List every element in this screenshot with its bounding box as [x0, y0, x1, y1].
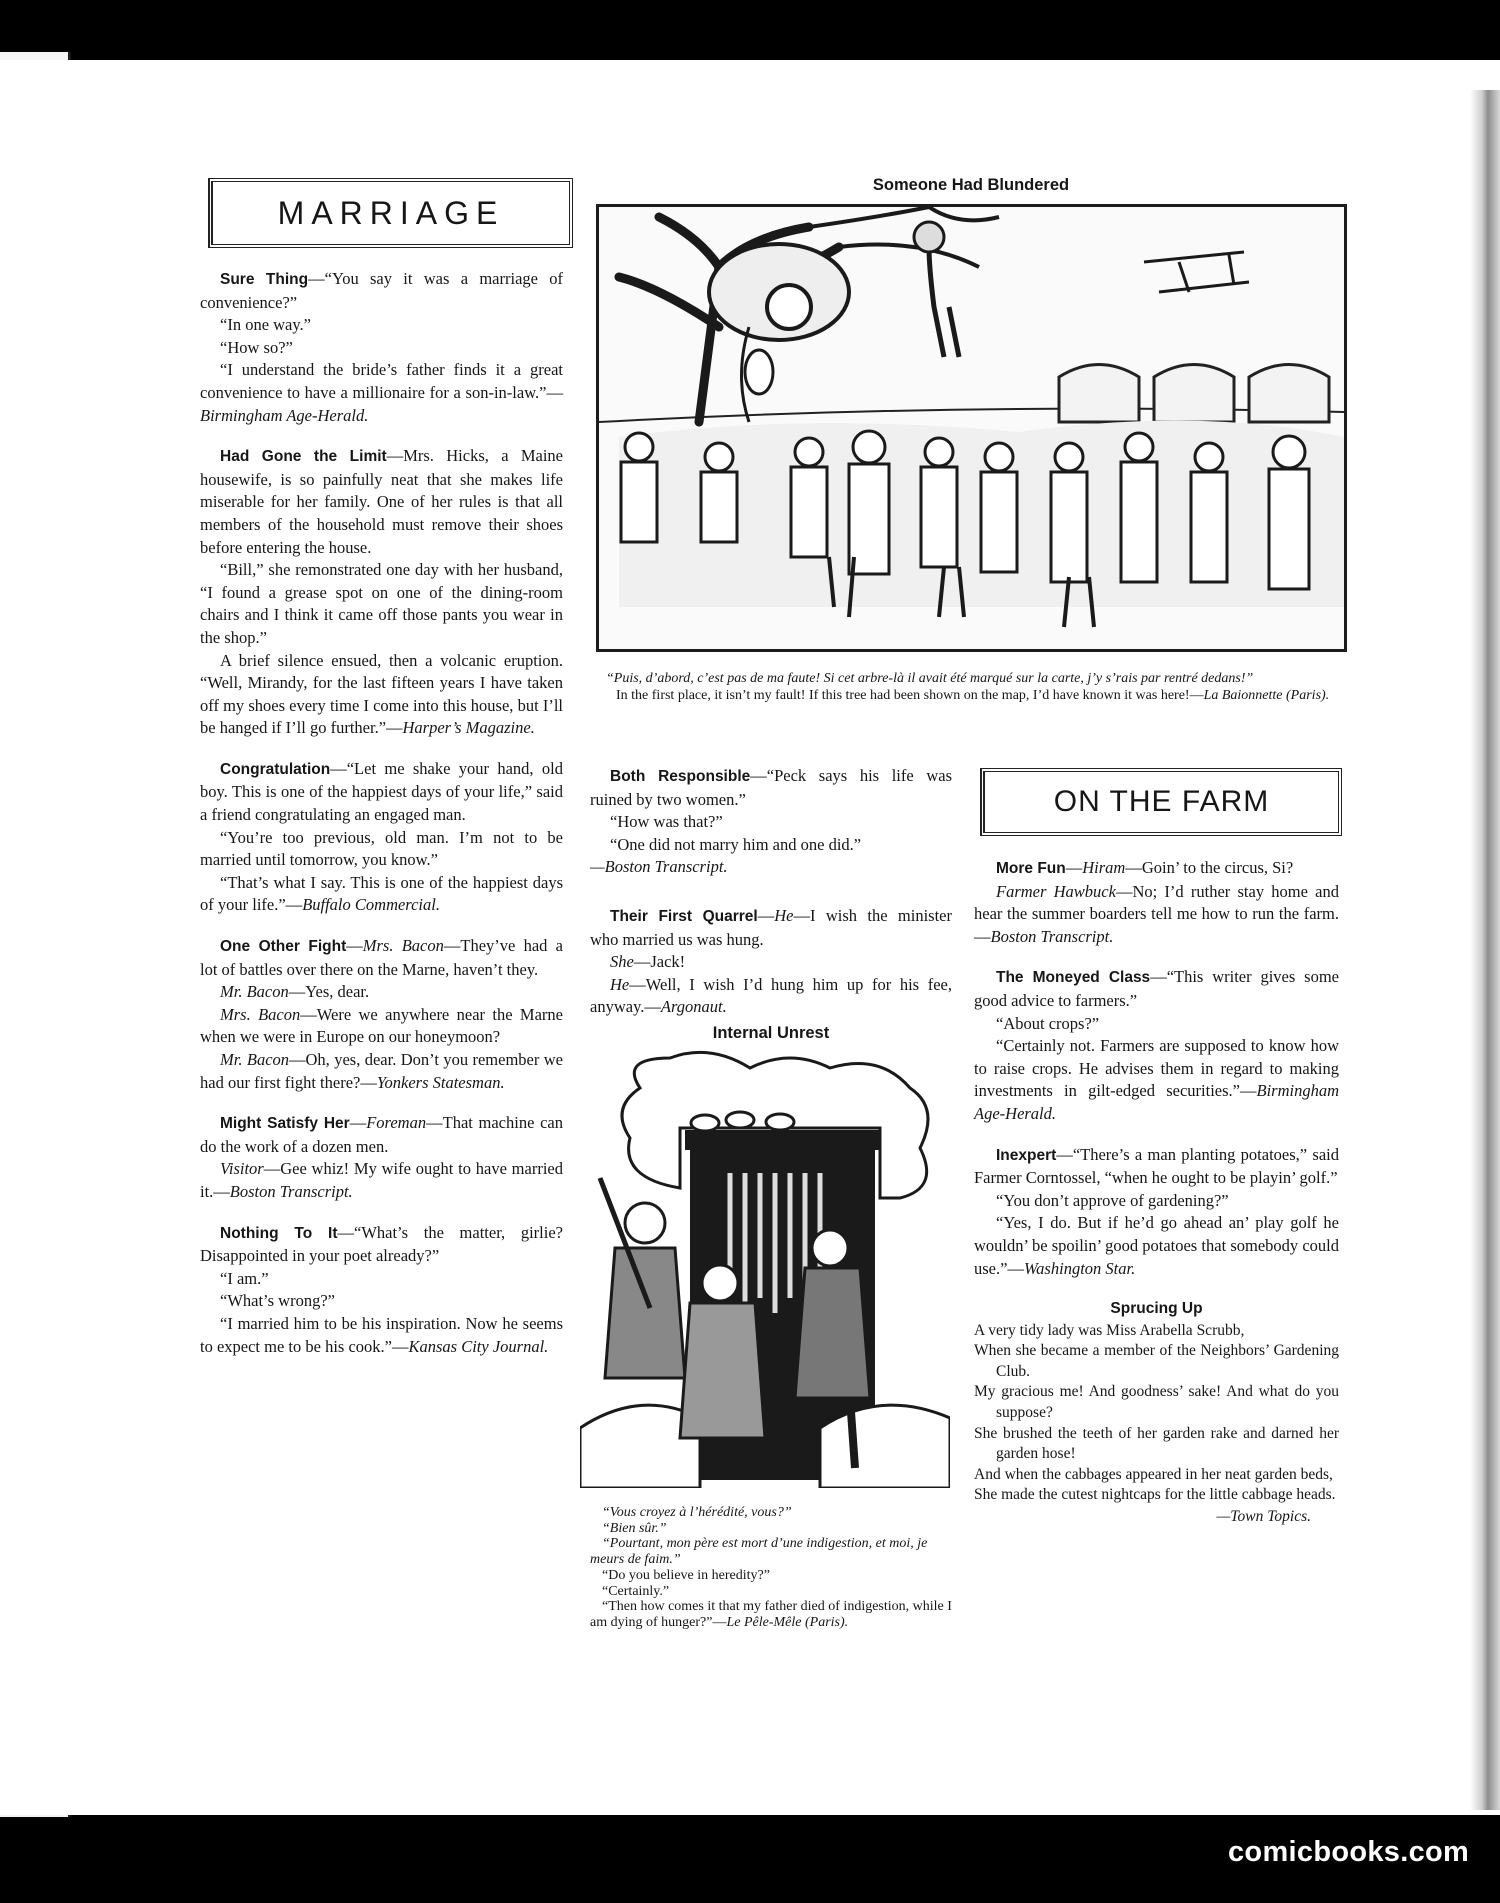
cartoon2-caption: [590, 1505, 952, 1631]
text-line: —Boston Transcript.: [590, 857, 728, 877]
moneyed-class-joke: The Moneyed Class—“This writer gives some good advice to farmers.”: [974, 967, 1339, 1010]
cartoon1-english-caption: In the first place, it isn’t my fault! If this tree had been shown on the map, I’d have known it was here!—La Baionnette (Paris).: [616, 688, 1330, 703]
both-responsible-joke: Both Responsible—“Peck says his life was ruined by two women.”: [590, 766, 952, 809]
cartoon1-title: Someone Had Blundered: [872, 176, 1070, 194]
text-line: “About crops?”: [996, 1013, 1100, 1033]
more-fun-joke: More Fun—Hiram—Goin’ to the circus, Si?: [996, 858, 1294, 877]
text-line: “You’re too previous, old man. I’m not to be married until tomorrow, you know.”: [200, 827, 563, 870]
middle-column: [590, 765, 952, 1019]
text-line: Mrs. Bacon—Were we anywhere near the Marne when we were in Europe on our honeymoon?: [200, 1004, 563, 1047]
congratulation-joke: Congratulation—“Let me shake your hand, old boy. This is one of the happiest days of your life,” said a friend congratulating an engaged man.: [200, 758, 563, 825]
text-line: He—Well, I wish I’d hung him up for his fee, anyway.—Argonaut.: [590, 974, 952, 1017]
cartoon2-title: Internal Unrest: [712, 1024, 830, 1042]
text-line: “One did not marry him and one did.”: [610, 834, 862, 854]
poem-line: And when the cabbages appeared in her neat garden beds,: [974, 1465, 1333, 1483]
marriage-heading: MARRIAGE: [277, 195, 505, 231]
sprucing-up-title: Sprucing Up: [1110, 1300, 1203, 1318]
nothing-to-it-joke: Nothing To It—“What’s the matter, girlie? Disappointed in your poet already?”: [200, 1222, 563, 1266]
text-line: Visitor—Gee whiz! My wife ought to have married it.—Boston Transcript.: [200, 1159, 563, 1201]
text-line: She—Jack!: [610, 952, 686, 972]
text-line: “I married him to be his inspiration. Now he seems to expect me to be his cook.”—Kansas City Journal.: [200, 1313, 563, 1356]
marriage-column: [200, 268, 563, 1358]
site-watermark: comicbooks.com: [1228, 1836, 1470, 1868]
cartoon2-illustration: [580, 1048, 950, 1488]
text-line: Mr. Bacon—Yes, dear.: [220, 982, 370, 1002]
cartoon1-illustration: [596, 204, 1347, 652]
text-line: A brief silence ensued, then a volcanic eruption. “Well, Mirandy, for the last fifteen years I have taken off my shoes every time I come into this house, but I’ll be hanged if I’ll go further.”—Harper’s Magazine.: [200, 650, 563, 738]
sprucing-up-poem: [974, 1321, 1339, 1506]
farm-heading-box: [980, 768, 1342, 836]
text-line: “I am.”: [220, 1268, 269, 1288]
inexpert-joke: Inexpert—“There’s a man planting potatoes,” said Farmer Corntossel, “when he ought to be playin’ golf.”: [974, 1144, 1339, 1188]
trench-soldiers-drawing: [580, 1048, 950, 1488]
might-satisfy-joke: Might Satisfy Her—Foreman—That machine can do the work of a dozen men.: [200, 1113, 563, 1156]
poem-line: When she became a member of the Neighbors’ Gardening Club.: [974, 1342, 1339, 1380]
text-line: “Vous croyez à l’hérédité, vous?”: [602, 1505, 792, 1520]
text-line: “I understand the bride’s father finds it a great convenience to have a millionaire for a son-in-law.”—Birmingham Age-Herald.: [200, 360, 563, 425]
poem-line: She brushed the teeth of her garden rake and darned her garden hose!: [974, 1424, 1339, 1463]
farm-heading: ON THE FARM: [1053, 785, 1270, 818]
poem-line: My gracious me! And goodness’ sake! And what do you suppose?: [974, 1383, 1339, 1422]
poem-line: A very tidy lady was Miss Arabella Scrubb,: [974, 1321, 1245, 1339]
marriage-heading-box: [208, 178, 573, 248]
text-line: “Bien sûr.”: [602, 1520, 667, 1536]
text-line: “Bill,” she remonstrated one day with her husband, “I found a grease spot on one of the dining-room chairs and I think it came off those pants you wear in the shop.”: [200, 560, 563, 647]
first-quarrel-joke: Their First Quarrel—He—I wish the minister who married us was hung.: [590, 905, 952, 949]
had-gone-joke: Had Gone the Limit—Mrs. Hicks, a Maine housewife, is so painfully neat that she makes life miserable for her family. One of her rules is that all members of the household must remove their shoes before entering the house.: [200, 446, 563, 557]
airplane-crash-drawing: [599, 207, 1344, 649]
text-line: Farmer Hawbuck—No; I’d ruther stay home and hear the summer boarders tell me how to run the farm.—Boston Transcript.: [974, 881, 1339, 946]
text-line: “How was that?”: [610, 812, 723, 832]
other-fight-joke: One Other Fight—Mrs. Bacon—They’ve had a lot of battles over there on the Marne, haven’t they.: [200, 936, 563, 979]
text-line: “You don’t approve of gardening?”: [996, 1190, 1229, 1210]
text-line: Mr. Bacon—Oh, yes, dear. Don’t you remember we had our first fight there?—Yonkers Statesman.: [200, 1050, 563, 1092]
text-line: “Then how comes it that my father died of indigestion, while I am dying of hunger?”—Le Pêle-Mêle (Paris).: [590, 1599, 952, 1630]
text-line: “How so?”: [220, 337, 293, 357]
farm-column: [974, 857, 1339, 1529]
poem-line: She made the cutest nightcaps for the little cabbage heads.: [974, 1486, 1336, 1504]
sprucing-up-source: —Town Topics.: [1216, 1508, 1311, 1526]
text-line: “Certainly.”: [602, 1583, 670, 1599]
text-line: “What’s wrong?”: [220, 1291, 335, 1311]
text-line: “Certainly not. Farmers are supposed to know how to raise crops. He advises them in regard to making investments in gilt-edged securities.”—Birmingham Age-Herald.: [974, 1036, 1339, 1123]
cartoon1-caption: [596, 670, 1341, 704]
sure-thing-joke: Sure Thing—“You say it was a marriage of convenience?”: [200, 269, 564, 312]
text-line: “Pourtant, mon père est mort d’une indigestion, et moi, je meurs de faim.”: [590, 1536, 928, 1568]
cartoon1-french-caption: “Puis, d’abord, c’est pas de ma faute! Si cet arbre-là il avait été marqué sur la carte, j’y s’rais par rentré dedans!”: [606, 671, 1254, 686]
text-line: “Yes, I do. But if he’d go ahead an’ play golf he wouldn’ be spoilin’ good potatoes that somebody could use.”—Washington Star.: [974, 1213, 1339, 1278]
text-line: “In one way.”: [220, 315, 312, 335]
text-line: “That’s what I say. This is one of the happiest days of your life.”—Buffalo Commercial.: [200, 872, 563, 915]
page-edge: [1470, 90, 1500, 1810]
text-line: “Do you believe in heredity?”: [602, 1567, 770, 1583]
